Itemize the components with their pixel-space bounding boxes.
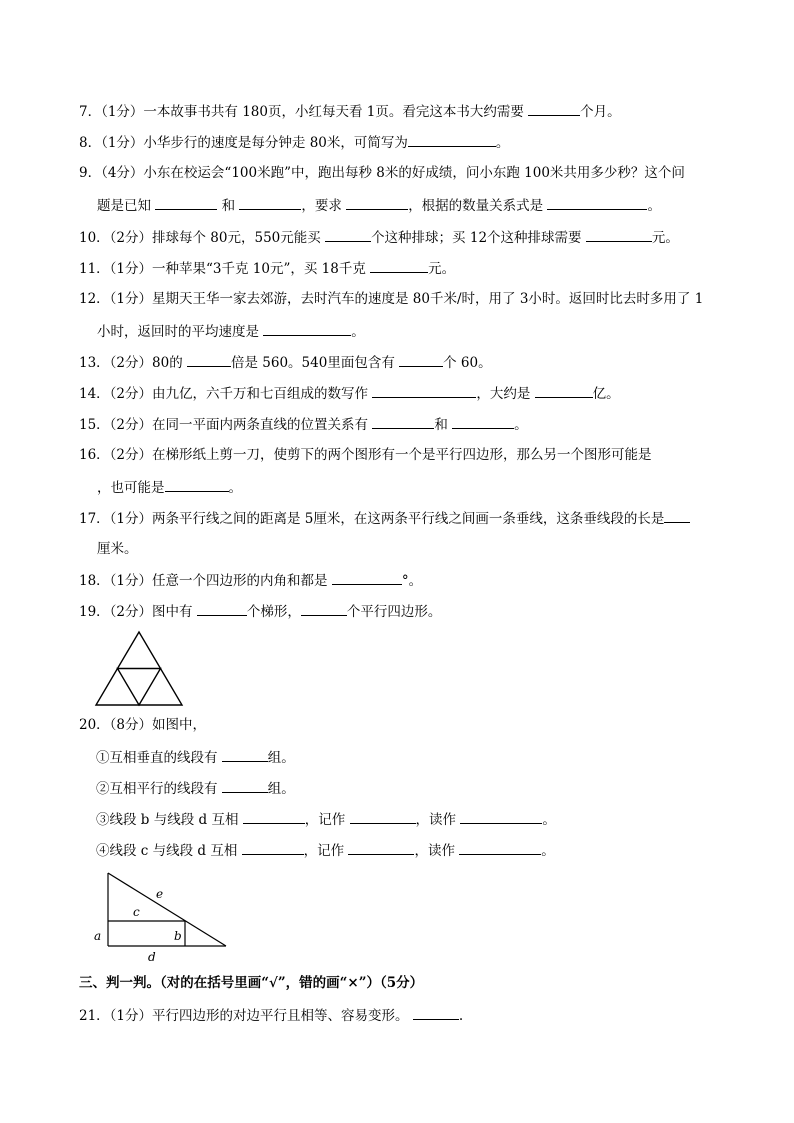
triangle-figure bbox=[93, 630, 185, 708]
answer-blank[interactable] bbox=[348, 840, 414, 855]
label-e: e bbox=[156, 887, 164, 901]
answer-blank[interactable] bbox=[346, 195, 408, 210]
answer-blank[interactable] bbox=[187, 352, 231, 367]
question-14: 14．（2分）由九亿，六千万和七百组成的数写作 ，大约是 亿。 bbox=[79, 383, 620, 404]
answer-blank[interactable] bbox=[372, 383, 476, 398]
answer-blank[interactable] bbox=[222, 747, 268, 762]
question-9-continuation: 题是已知 和 ，要求 ，根据的数量关系式是 。 bbox=[97, 195, 661, 216]
label-c: c bbox=[133, 905, 140, 919]
answer-blank[interactable] bbox=[222, 778, 268, 793]
question-11: 11．（1分）一种苹果“3千克 10元”，买 18千克 元。 bbox=[79, 258, 455, 279]
label-d: d bbox=[148, 950, 156, 964]
question-20: 20．（8分）如图中， bbox=[79, 717, 207, 733]
question-17-continuation: 厘米。 bbox=[97, 541, 138, 557]
answer-blank[interactable] bbox=[460, 809, 542, 824]
question-17: 17．（1分）两条平行线之间的距离是 5厘米，在这两条平行线之间画一条垂线，这条垂线段的长是 bbox=[79, 508, 690, 529]
answer-blank[interactable] bbox=[452, 414, 514, 429]
label-a: a bbox=[94, 929, 102, 943]
answer-blank[interactable] bbox=[350, 809, 416, 824]
answer-blank[interactable] bbox=[547, 195, 647, 210]
answer-blank[interactable] bbox=[197, 601, 247, 616]
question-10: 10．（2分）排球每个 80元，550元能买 个这种排球；买 12个这种排球需要 元。 bbox=[79, 227, 679, 248]
answer-blank[interactable] bbox=[413, 1005, 459, 1020]
segments-figure bbox=[90, 868, 232, 964]
answer-blank[interactable] bbox=[528, 101, 580, 116]
answer-blank[interactable] bbox=[459, 840, 541, 855]
answer-blank[interactable] bbox=[370, 258, 428, 273]
section-3-heading: 三、判一判。（对的在括号里画“√”，错的画“×”）（5分） bbox=[79, 975, 424, 991]
question-7: 7．（1分）一本故事书共有 180页，小红每天看 1页。看完这本书大约需要 个月。 bbox=[79, 101, 621, 122]
question-20-part-4: ④线段 c 与线段 d 互相 ，记作 ，读作 。 bbox=[96, 840, 555, 861]
answer-blank[interactable] bbox=[535, 383, 593, 398]
question-20-part-2: ②互相平行的线段有 组。 bbox=[96, 778, 295, 799]
question-15: 15．（2分）在同一平面内两条直线的位置关系有 和 。 bbox=[79, 414, 528, 435]
answer-blank[interactable] bbox=[664, 508, 690, 523]
question-16-continuation: ，也可能是 。 bbox=[97, 477, 242, 498]
question-20-part-3: ③线段 b 与线段 d 互相 ，记作 ，读作 。 bbox=[96, 809, 556, 830]
question-8: 8．（1分）小华步行的速度是每分钟走 80米，可简写为 。 bbox=[79, 132, 509, 153]
answer-blank[interactable] bbox=[243, 809, 305, 824]
label-b: b bbox=[174, 929, 182, 943]
answer-blank[interactable] bbox=[155, 195, 217, 210]
answer-blank[interactable] bbox=[408, 132, 496, 147]
answer-blank[interactable] bbox=[165, 477, 229, 492]
answer-blank[interactable] bbox=[399, 352, 443, 367]
answer-blank[interactable] bbox=[263, 321, 351, 336]
question-12-continuation: 小时，返回时的平均速度是 。 bbox=[97, 321, 365, 342]
answer-blank[interactable] bbox=[325, 227, 371, 242]
question-21: 21．（1分）平行四边形的对边平行且相等、容易变形。 . bbox=[79, 1005, 463, 1026]
answer-blank[interactable] bbox=[301, 601, 347, 616]
question-12: 12．（1分）星期天王华一家去郊游，去时汽车的速度是 80千米/时，用了 3小时。返回时比去时多用了 1 bbox=[79, 291, 704, 307]
question-20-part-1: ①互相垂直的线段有 组。 bbox=[96, 747, 295, 768]
question-18: 18．（1分）任意一个四边形的内角和都是 °。 bbox=[79, 570, 422, 591]
answer-blank[interactable] bbox=[586, 227, 652, 242]
answer-blank[interactable] bbox=[332, 570, 402, 585]
answer-blank[interactable] bbox=[242, 840, 304, 855]
question-9: 9．（4分）小东在校运会“100米跑”中，跑出每秒 8米的好成绩，问小东跑 100米共用多少秒？这个问 bbox=[79, 165, 685, 181]
question-13: 13．（2分）80的 倍是 560。540里面包含有 个 60。 bbox=[79, 352, 492, 373]
answer-blank[interactable] bbox=[239, 195, 301, 210]
question-19: 19．（2分）图中有 个梯形， 个平行四边形。 bbox=[79, 601, 441, 622]
question-16: 16．（2分）在梯形纸上剪一刀，使剪下的两个图形有一个是平行四边形，那么另一个图形可能是 bbox=[79, 447, 652, 463]
answer-blank[interactable] bbox=[372, 414, 434, 429]
